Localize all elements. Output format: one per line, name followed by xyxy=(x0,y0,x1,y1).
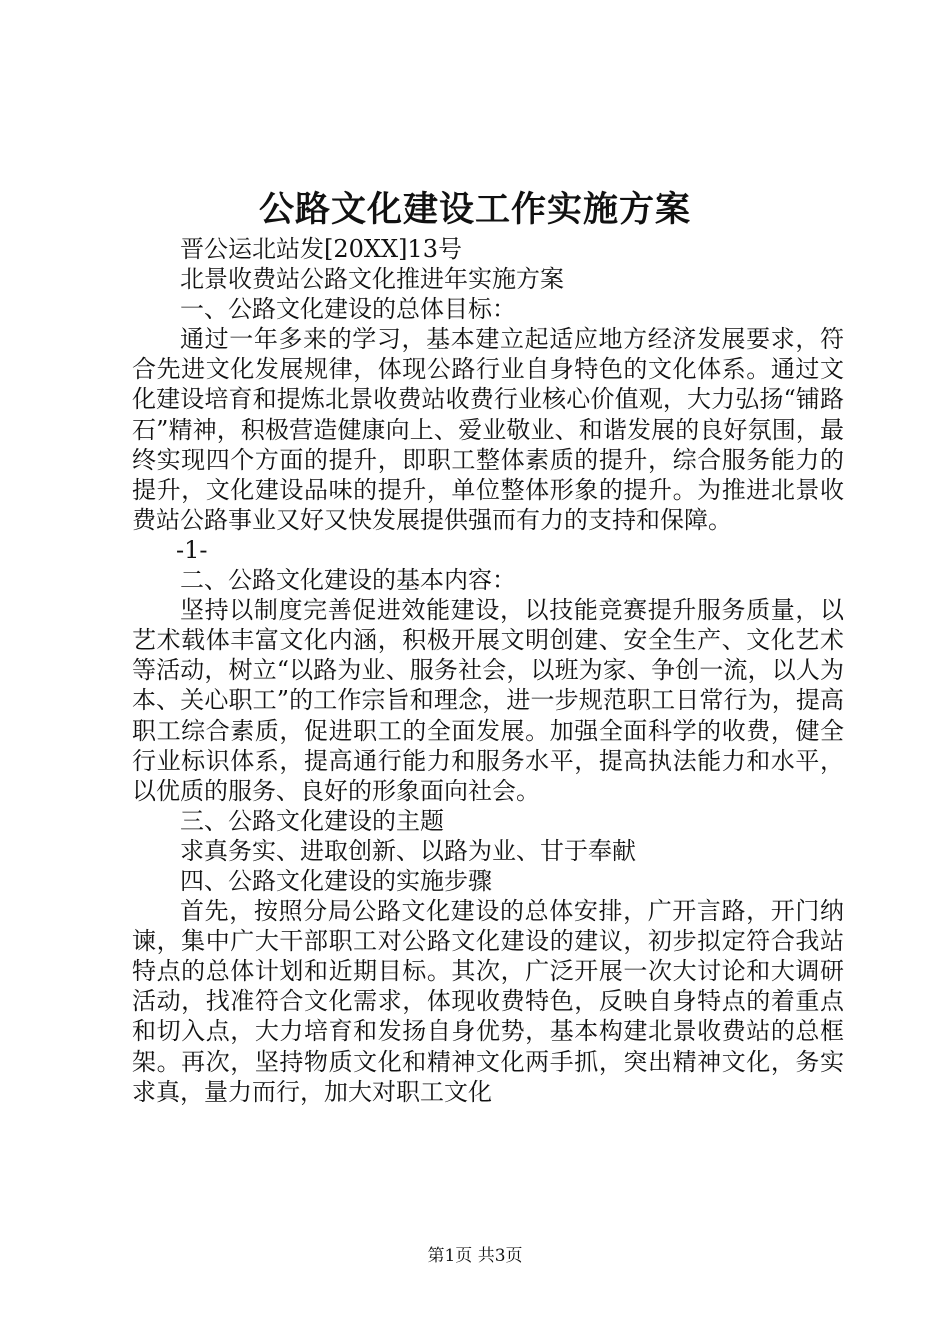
plan-subtitle: 北景收费站公路文化推进年实施方案 xyxy=(180,265,564,294)
document-title: 公路文化建设工作实施方案 xyxy=(258,190,691,230)
page-footer: 第1页 共3页 xyxy=(427,1246,523,1266)
section-paragraph-4: 首先，按照分局公路文化建设的总体安排，广开言路，开门纳谏，集中广大干部职工对公路文化建设的建议，初步拟定符合我站特点的总体计划和近期目标。其次，广泛开展一次大讨论和大调研活动，找准符合文化需求，体现收费特色，反映自身特点的着重点和切入点，大力培育和发扬自身优势，基本构建北景收费站的总框架。再次，坚持物质文化和精神文化两手抓，突出精神文化，务实求真，量力而行，加大对职工文化 xyxy=(132,897,844,1106)
section-heading-3: 三、公路文化建设的主题 xyxy=(180,806,444,835)
section-heading-2: 二、公路文化建设的基本内容： xyxy=(180,566,516,595)
theme-line: 求真务实、进取创新、以路为业、甘于奉献 xyxy=(180,836,636,865)
document-number: 晋公运北站发[20XX]13号 xyxy=(180,235,462,263)
section-heading-1: 一、公路文化建设的总体目标： xyxy=(180,295,516,324)
section-paragraph-2: 坚持以制度完善促进效能建设，以技能竞赛提升服务质量，以艺术载体丰富文化内涵，积极开展文明创建、安全生产、文化艺术等活动，树立“以路为业、服务社会，以班为家、争创一流，以人为本、关心职工”的工作宗旨和理念，进一步规范职工日常行为，提高职工综合素质，促进职工的全面发展。加强全面科学的收费，健全行业标识体系，提高通行能力和服务水平，提高执法能力和水平，以优质的服务、良好的形象面向社会。 xyxy=(132,596,844,805)
section-heading-4: 四、公路文化建设的实施步骤 xyxy=(180,866,492,895)
section-paragraph-1: 通过一年多来的学习，基本建立起适应地方经济发展要求，符合先进文化发展规律，体现公路行业自身特色的文化体系。通过文化建设培育和提炼北景收费站收费行业核心价值观，大力弘扬“铺路石”精神，积极营造健康向上、爱业敬业、和谐发展的良好氛围，最终实现四个方面的提升，即职工整体素质的提升，综合服务能力的提升，文化建设品味的提升，单位整体形象的提升。为推进北景收费站公路事业又好又快发展提供强而有力的支持和保障。 xyxy=(132,325,844,534)
document-body xyxy=(132,234,844,1107)
inline-page-mark: -1- xyxy=(176,535,208,564)
